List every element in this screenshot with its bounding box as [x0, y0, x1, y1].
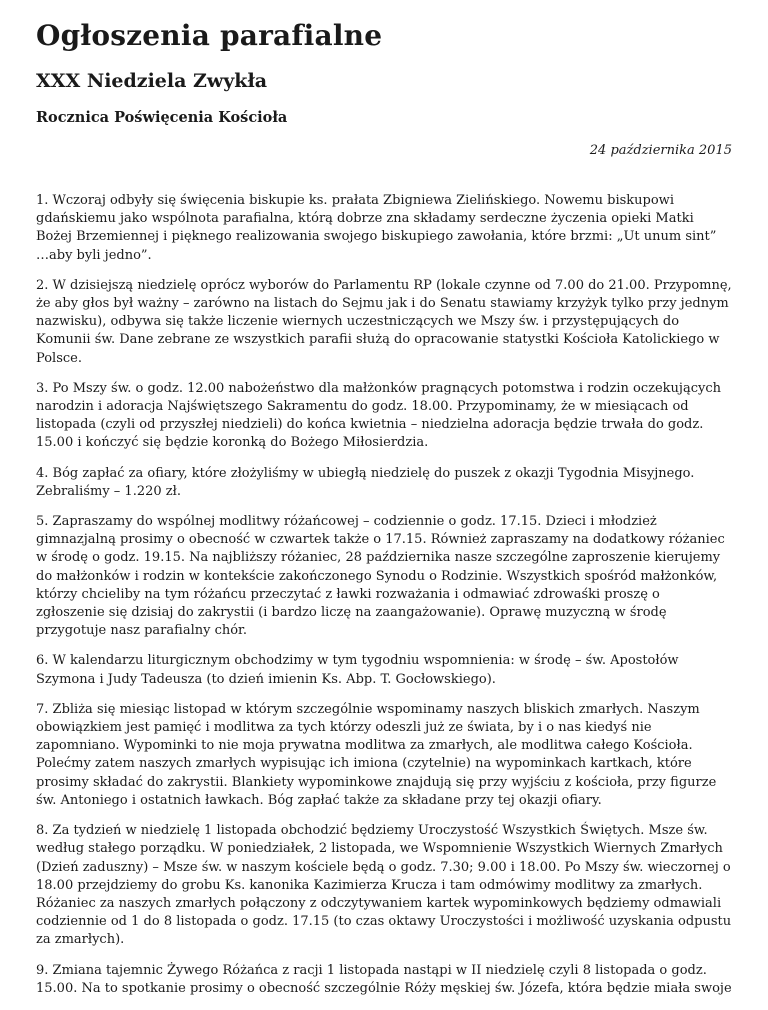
announcement-paragraph-4: 4. Bóg zapłać za ofiary, które złożyliśmy w ubiegłą niedzielę do puszek z okazji Tygodnia Misyjnego. Zebraliśmy – 1.220 zł. — [36, 465, 695, 499]
page-title: Ogłoszenia parafialne — [36, 19, 383, 52]
announcement-paragraph-3: 3. Po Mszy św. o godz. 12.00 nabożeństwo dla małżonków pragnących potomstwa i rodzin oczekujących narodzin i adoracja Najświętszego Sakramentu do godz. 18.00. Przypominamy, że w miesiącach od listopada (czyli od przyszłej niedzieli) do końca kwietnia – niedzielna adoracja będzie trwała do godz. 15.00 i kończyć się będzie koronką do Bożego Miłosierdzia. — [36, 380, 721, 451]
announcement-paragraph-7: 7. Zbliża się miesiąc listopad w którym szczególnie wspominamy naszych bliskich zmarłych. Naszym obowiązkiem jest pamięć i modlitwa za tych którzy odeszli już ze świata, by i o nas kiedyś nie zapomniano. Wypominki to nie moja prywatna modlitwa za zmarłych, ale modlitwa całego Kościoła. Polećmy zatem naszych zmarłych wypisując ich imiona (czytelnie) na wypominkach kartkach, które prosimy składać do zakrystii. Blankiety wypominkowe znajdują się przy wyjściu z kościoła, przy figurze św. Antoniego i ostatnich ławkach. Bóg zapłać także za składane przy tej okazji ofiary. — [36, 701, 717, 808]
announcement-paragraph-2: 2. W dzisiejszą niedzielę oprócz wyborów do Parlamentu RP (lokale czynne od 7.00 do 21.00. Przypomnę, że aby głos był ważny – zarówno na listach do Sejmu jak i do Senatu stawiamy krzyżyk tylko przy jednym nazwisku), odbywa się także liczenie wiernych uczestniczących we Mszy św. i przystępujących do Komunii św. Dane zebrane ze wszystkich parafii służą do opracowanie statystki Kościoła Katolickiego w Polsce. — [36, 277, 732, 366]
announcement-paragraph-9: 9. Zmiana tajemnic Żywego Różańca z racji 1 listopada nastąpi w II niedzielę czyli 8 listopada o godz. 15.00. Na to spotkanie prosimy o obecność szczególnie Róży męskiej św. Józefa, która będzie miała swoje — [36, 962, 732, 996]
announcement-paragraph-1: 1. Wczoraj odbyły się święcenia biskupie ks. prałata Zbigniewa Zielińskiego. Nowemu biskupowi gdańskiemu jako wspólnota parafialna, którą dobrze zna składamy serdeczne życzenia opieki Matki Bożej Brzemiennej i pięknego realizowania swojego biskupiego zawołania, które brzmi: „Ut unum sint” …aby byli jedno”. — [36, 193, 717, 263]
announcement-paragraph-8: 8. Za tydzień w niedzielę 1 listopada obchodzić będziemy Uroczystość Wszystkich Świętych. Msze św. według stałego porządku. W poniedziałek, 2 listopada, we Wspomnienie Wszystkich Wiernych Zmarłych (Dzień zaduszny) – Msze św. w naszym kościele będą o godz. 7.30; 9.00 i 18.00. Po Mszy św. wieczornej o 18.00 przejdziemy do grobu Ks. kanonika Kazimierza Krucza i tam odmówimy modlitwy za zmarłych. Różaniec za naszych zmarłych połączony z odczytywaniem kartek wypominkowych będziemy odmawiali codziennie od 1 do 8 listopada o godz. 17.15 (to czas oktawy Uroczystości i możliwość uzyskania odpustu za zmarłych). — [36, 823, 732, 948]
announcement-paragraph-5: 5. Zapraszamy do wspólnej modlitwy różańcowej – codziennie o godz. 17.15. Dzieci i młodzież gimnazjalną prosimy o obecność w czwartek także o 17.15. Również zapraszamy na dodatkowy różaniec w środę o godz. 19.15. Na najbliższy różaniec, 28 października nasze szczególne zaproszenie kierujemy do małżonków i rodzin w kontekście zakończonego Synodu o Rodzinie. Wszystkich spośród małżonków, którzy chcieliby na tym różańcu przeczytać z ławki rozważania i odmawiać zdrowaśki proszę o zgłoszenie się dzisiaj do zakrystii (i bardzo liczę na zaangażowanie). Oprawę muzyczną w środę przygotuje nasz parafialny chór. — [36, 514, 725, 639]
announcements-page — [36, 18, 732, 1010]
announcement-paragraph-6: 6. W kalendarzu liturgicznym obchodzimy w tym tygodniu wspomnienia: w środę – św. Apostołów Szymona i Judy Tadeusza (to dzień imienin Ks. Abp. T. Gocłowskiego). — [36, 653, 679, 687]
announcement-date: 24 października 2015 — [589, 143, 732, 158]
occasion-heading: Rocznica Poświęcenia Kościoła — [36, 109, 288, 126]
sunday-subtitle: XXX Niedziela Zwykła — [36, 70, 268, 92]
